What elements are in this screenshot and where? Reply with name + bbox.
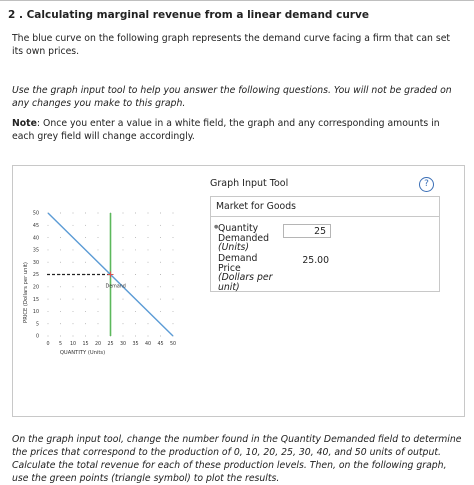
grid-dot bbox=[148, 274, 149, 275]
grid-dot bbox=[73, 213, 74, 214]
grid-dot bbox=[98, 299, 99, 300]
grid-dot bbox=[173, 274, 174, 275]
x-tick-label: 45 bbox=[157, 342, 164, 347]
grid-dot bbox=[98, 249, 99, 250]
grid-dot bbox=[85, 225, 86, 226]
grid-dot bbox=[85, 336, 86, 337]
x-tick-label: 30 bbox=[119, 342, 127, 347]
grid-dot bbox=[135, 274, 136, 275]
grid-dot bbox=[60, 299, 61, 300]
quantity-label-line2: Demanded bbox=[218, 232, 270, 244]
grid-dot bbox=[135, 323, 136, 324]
grid-dot bbox=[123, 237, 124, 238]
grid-dot bbox=[148, 286, 149, 287]
grid-dot bbox=[73, 262, 74, 263]
y-tick-label: 10 bbox=[32, 310, 39, 316]
price-units-line1: (Dollars per bbox=[218, 272, 273, 283]
y-tick-label: 5 bbox=[35, 322, 39, 328]
grid-dot bbox=[173, 225, 174, 226]
y-tick-label: 15 bbox=[32, 297, 39, 303]
grid-dot bbox=[123, 249, 124, 250]
question-title: 2 . Calculating marginal revenue from a linear demand curve bbox=[8, 9, 369, 21]
grid-dot bbox=[123, 336, 124, 337]
grid-dot bbox=[98, 286, 99, 287]
grid-dot bbox=[48, 311, 49, 312]
note-body: : Once you enter a value in a white field, the graph and any corresponding amounts in each grey field will change accordingly. bbox=[12, 118, 440, 142]
grid-dot bbox=[73, 225, 74, 226]
grid-dot bbox=[173, 299, 174, 300]
grid-dot bbox=[98, 225, 99, 226]
grid-dot bbox=[173, 323, 174, 324]
grid-dot bbox=[60, 323, 61, 324]
grid-dot bbox=[85, 237, 86, 238]
grid-dot bbox=[173, 311, 174, 312]
x-tick-label: 40 bbox=[144, 342, 152, 347]
grid-dot bbox=[123, 225, 124, 226]
note-label: Note bbox=[12, 118, 37, 129]
grid-dot bbox=[60, 311, 61, 312]
grid-dot bbox=[173, 213, 174, 214]
y-tick-label: 25 bbox=[32, 273, 39, 279]
grid-dot bbox=[73, 299, 74, 300]
grid-dot bbox=[160, 299, 161, 300]
demand-price-value: 25.00 bbox=[302, 255, 329, 266]
grid-dot bbox=[60, 237, 61, 238]
price-units-line2: unit) bbox=[218, 281, 240, 293]
y-tick-label: 40 bbox=[32, 236, 39, 242]
grid-dot bbox=[135, 286, 136, 287]
instructions-text: Use the graph input tool to help you answer the following questions. You will not be graded on any changes you make to this graph. bbox=[12, 85, 452, 109]
grid-dot bbox=[148, 213, 149, 214]
grid-dot bbox=[148, 237, 149, 238]
grid-dot bbox=[173, 262, 174, 263]
grid-dot bbox=[85, 213, 86, 214]
grid-dot bbox=[160, 249, 161, 250]
top-divider bbox=[0, 0, 474, 1]
grid-dot bbox=[48, 323, 49, 324]
y-tick-label: 30 bbox=[32, 260, 39, 266]
grid-dot bbox=[135, 213, 136, 214]
grid-dot bbox=[48, 336, 49, 337]
grid-dot bbox=[135, 249, 136, 250]
grid-dot bbox=[98, 323, 99, 324]
grid-dot bbox=[60, 249, 61, 250]
grid-dot bbox=[173, 237, 174, 238]
x-tick-label: 35 bbox=[132, 342, 139, 347]
grid-dot bbox=[48, 237, 49, 238]
grid-dot bbox=[173, 249, 174, 250]
grid-dot bbox=[85, 299, 86, 300]
grid-dot bbox=[160, 225, 161, 226]
grid-dot bbox=[98, 336, 99, 337]
demand-price-label bbox=[218, 254, 272, 292]
grid-dot bbox=[123, 323, 124, 324]
grid-dot bbox=[85, 274, 86, 275]
grid-dot bbox=[85, 311, 86, 312]
grid-dot bbox=[123, 311, 124, 312]
x-tick-label: 50 bbox=[169, 342, 177, 347]
tick-labels bbox=[33, 211, 176, 347]
x-tick-label: 25 bbox=[107, 342, 114, 347]
grid-dot bbox=[98, 311, 99, 312]
y-axis-title: PRICE (Dollars per unit) bbox=[23, 262, 29, 323]
graph-input-tool-title: Graph Input Tool bbox=[210, 178, 289, 189]
grid-dot bbox=[148, 249, 149, 250]
grid-dot bbox=[135, 225, 136, 226]
grid-dot bbox=[160, 237, 161, 238]
y-tick-label: 50 bbox=[32, 211, 39, 217]
grid-dot bbox=[73, 336, 74, 337]
y-tick-label: 45 bbox=[32, 224, 39, 229]
grid-dot bbox=[73, 323, 74, 324]
grid-dot bbox=[135, 336, 136, 337]
quantity-demanded-label bbox=[218, 224, 269, 253]
price-label-line1: Demand bbox=[218, 253, 258, 264]
grid-dot bbox=[48, 262, 49, 263]
grid-dot bbox=[60, 213, 61, 214]
grid-dot bbox=[123, 262, 124, 263]
market-label: Market for Goods bbox=[211, 197, 439, 217]
grid-dot bbox=[60, 336, 61, 337]
y-tick-label: 35 bbox=[32, 248, 39, 254]
grid-dot bbox=[160, 213, 161, 214]
grid-dot bbox=[73, 249, 74, 250]
grid-dot bbox=[148, 225, 149, 226]
x-tick-label: 15 bbox=[82, 342, 89, 347]
quantity-demanded-input[interactable] bbox=[283, 224, 331, 238]
x-tick-label: 20 bbox=[94, 342, 102, 347]
x-axis-title: QUANTITY (Units) bbox=[59, 350, 106, 356]
grid-dot bbox=[73, 311, 74, 312]
grid-dot bbox=[148, 262, 149, 263]
grid-dot bbox=[135, 262, 136, 263]
x-tick-label: 10 bbox=[69, 342, 77, 347]
grid-dot bbox=[135, 311, 136, 312]
grid-dot bbox=[160, 336, 161, 337]
grid-dot bbox=[148, 299, 149, 300]
demand-series-label: Demand bbox=[105, 284, 126, 290]
graph-input-tool bbox=[210, 196, 440, 292]
quantity-units: (Units) bbox=[218, 242, 250, 253]
grid-dot bbox=[160, 262, 161, 263]
question-mark-icon[interactable]: ? bbox=[419, 177, 434, 192]
grid-dot bbox=[85, 262, 86, 263]
x-tick-label: 0 bbox=[46, 342, 50, 347]
y-tick-label: 0 bbox=[35, 334, 39, 340]
grid-dot bbox=[48, 249, 49, 250]
grid-dot bbox=[60, 286, 61, 287]
field-indicator-icon: ● bbox=[214, 224, 219, 230]
grid-dot bbox=[85, 286, 86, 287]
note-text bbox=[12, 117, 464, 143]
grid-dot bbox=[123, 299, 124, 300]
grid-dot bbox=[123, 274, 124, 275]
x-tick-label: 5 bbox=[58, 342, 63, 347]
grid-dot bbox=[148, 323, 149, 324]
grid-dot bbox=[73, 286, 74, 287]
grid-dot bbox=[48, 225, 49, 226]
grid-dot bbox=[48, 299, 49, 300]
grid-dot bbox=[148, 336, 149, 337]
grid-dot bbox=[98, 237, 99, 238]
y-tick-label: 20 bbox=[32, 285, 39, 291]
grid-dot bbox=[85, 323, 86, 324]
demand-graph[interactable] bbox=[13, 166, 203, 361]
price-label-line2: Price bbox=[218, 262, 241, 274]
grid-dot bbox=[135, 237, 136, 238]
grid-dot bbox=[123, 213, 124, 214]
grid-dot bbox=[173, 286, 174, 287]
grid-dot bbox=[60, 262, 61, 263]
grid-dot bbox=[160, 311, 161, 312]
grid-dot bbox=[160, 286, 161, 287]
graph-panel bbox=[12, 165, 465, 417]
series-layer bbox=[47, 213, 173, 336]
quantity-label-line1: Quantity bbox=[218, 223, 259, 234]
footer-instructions: On the graph input tool, change the number found in the Quantity Demanded field to determine the prices that correspond to the production of 0, 10, 20, 25, 30, 40, and 50 units of output. Calculate the total revenue for each of these production levels. Then, on the following graph, use the green points (triangle symbol) to plot the results. bbox=[12, 434, 462, 484]
intro-text: The blue curve on the following graph represents the demand curve facing a firm that can set its own prices. bbox=[12, 33, 451, 57]
grid-dot bbox=[98, 213, 99, 214]
grid-dot bbox=[160, 274, 161, 275]
grid-dot bbox=[48, 286, 49, 287]
grid-dot bbox=[60, 274, 61, 275]
